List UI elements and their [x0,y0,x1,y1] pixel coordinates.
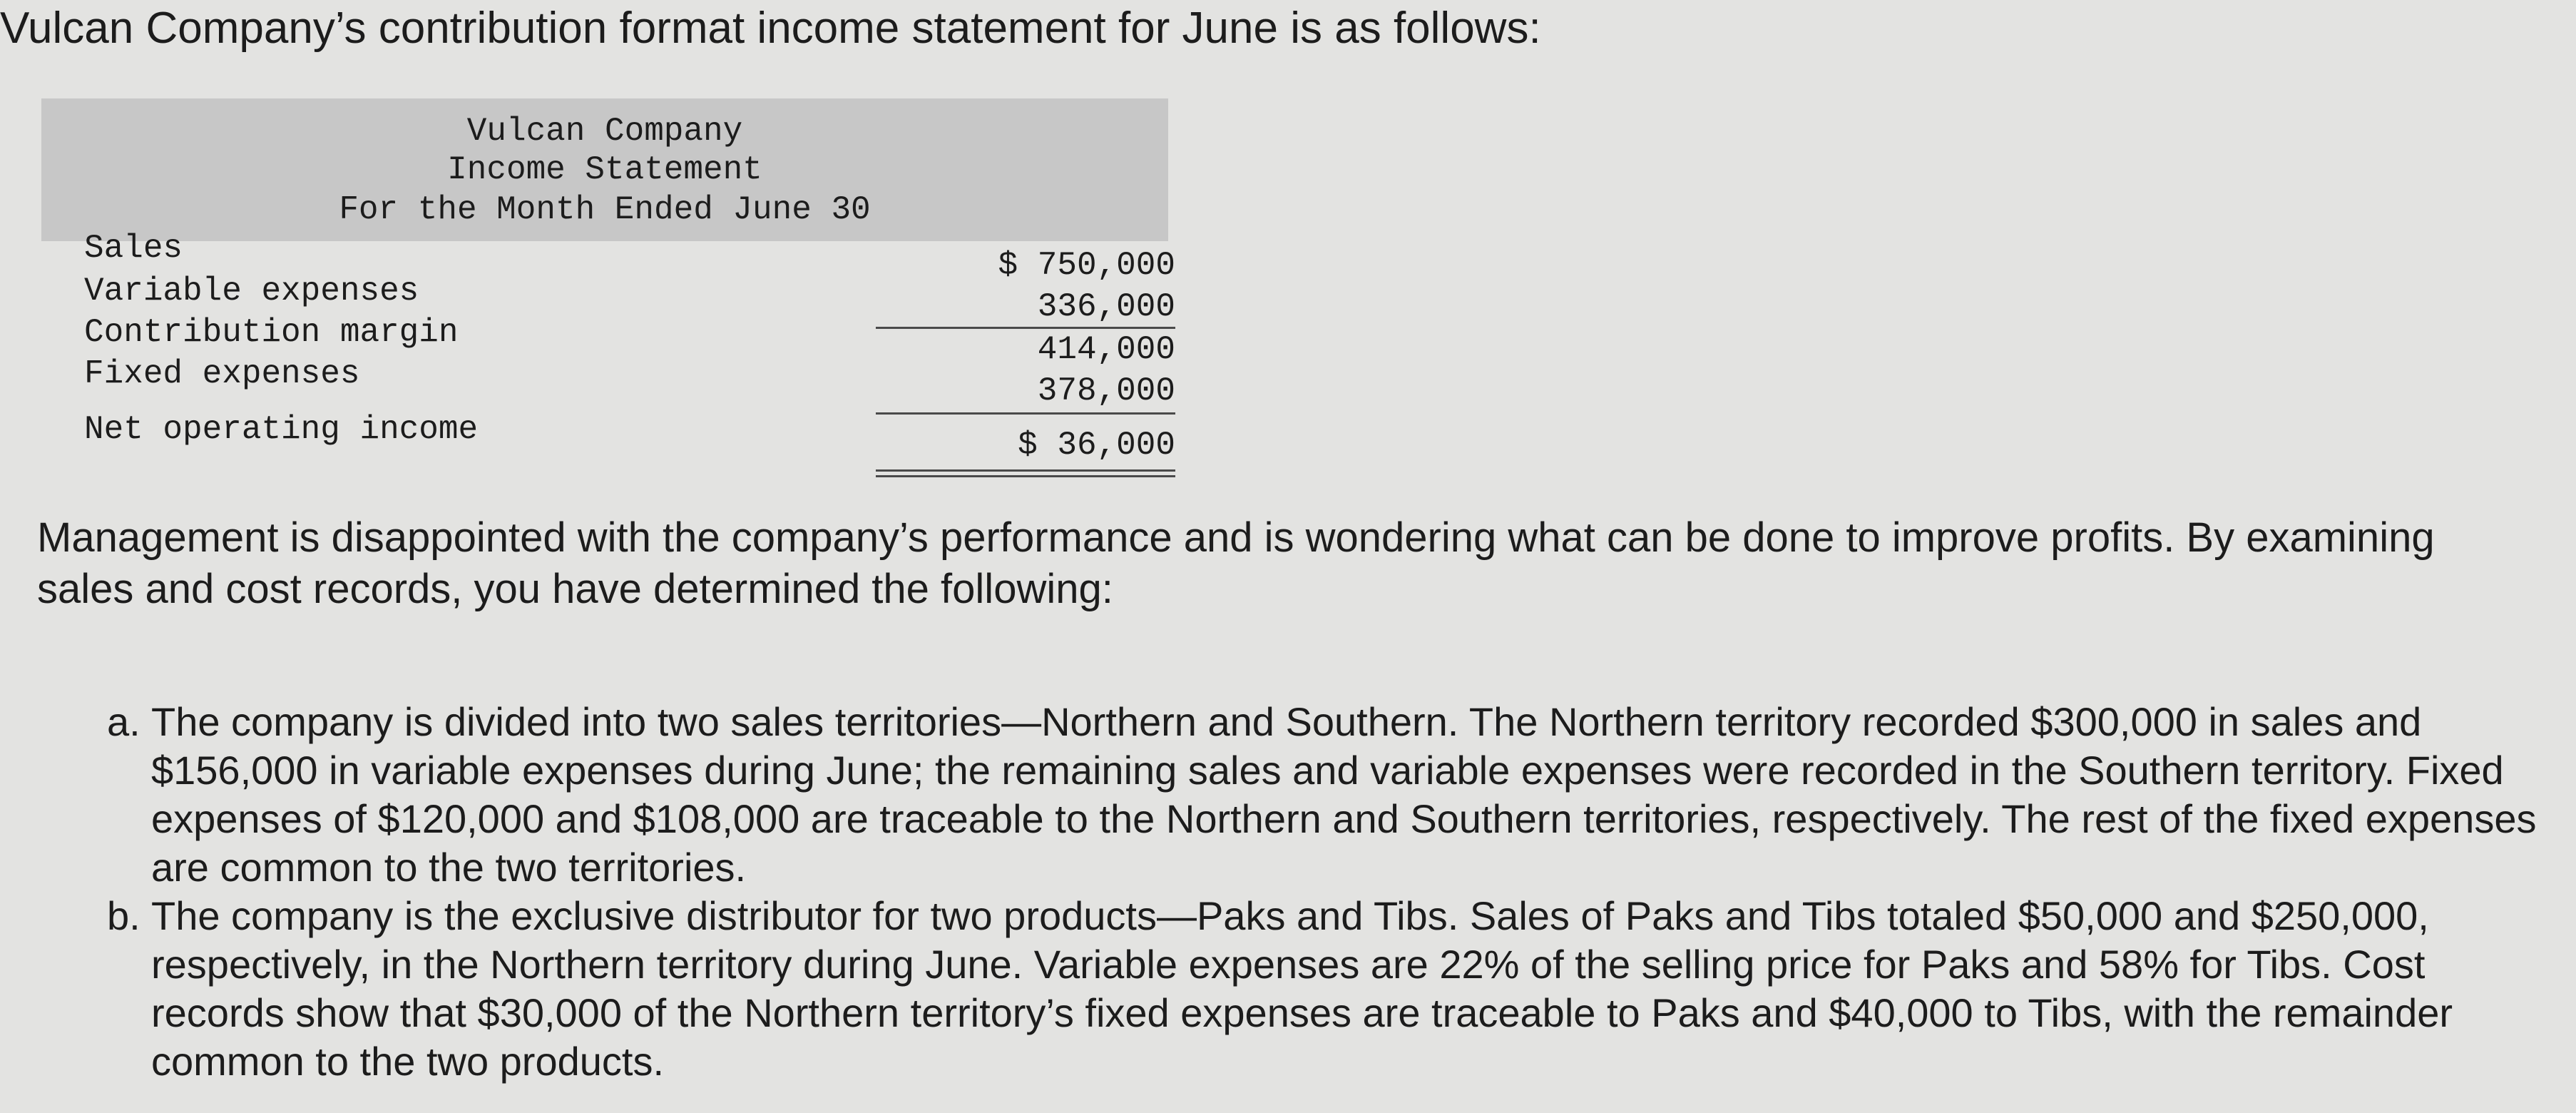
row-value-contribution-margin: 414,000 [1037,331,1175,368]
management-paragraph: Management is disappointed with the company’s performance and is wondering what can be done to improve profits. By examining sales and cost records, you have determined the following: [37,514,2435,612]
statement-title: Income Statement [447,151,762,188]
statement-header [41,98,1168,241]
intro-text: Vulcan Company’s contribution format income statement for June is as follows: [0,4,1541,53]
subtotal-rule [876,327,1175,329]
row-value-fixed-expenses: 378,000 [1037,372,1175,410]
list-marker: a. [107,699,140,744]
list-item [107,698,2560,892]
statement-period: For the Month Ended June 30 [339,191,871,228]
company-name: Vulcan Company [466,113,743,150]
list-item [107,892,2560,1086]
list-item-text: The company is the exclusive distributor for two products—Paks and Tibs. Sales of Paks and Tibs totaled $50,000 and $250,000, respectively, in the Northern territory during June. Variable expenses are 22% of the selling price for Paks and 58% for Tibs. Cost records show that $30,000 of the Northern territory’s fixed expenses are traceable to Paks and $40,000 to Tibs, with the remainder common to the two products. [151,893,2453,1084]
list-item-text: The company is divided into two sales territories—Northern and Southern. The Northern territory recorded $300,000 in sales and $156,000 in variable expenses during June; the remaining sales and variable expenses were recorded in the Southern territory. Fixed expenses of $120,000 and $108,000 are traceable to the Northern and Southern territories, respectively. The rest of the fixed expenses are common to the two territories. [151,699,2537,890]
row-label-contribution-margin: Contribution margin [84,314,459,351]
row-label-net-operating-income: Net operating income [84,411,479,448]
subtotal-rule [876,412,1175,415]
list-marker: b. [107,893,140,938]
row-value-sales: $ 750,000 [998,247,1175,284]
row-label-variable-expenses: Variable expenses [84,273,419,310]
row-value-net-operating-income: $ 36,000 [1018,427,1175,464]
findings-list [107,698,2560,1086]
total-double-rule-bottom [876,475,1175,477]
row-value-variable-expenses: 336,000 [1037,288,1175,325]
row-label-fixed-expenses: Fixed expenses [84,355,360,392]
total-double-rule-top [876,469,1175,472]
income-statement [41,98,1175,484]
row-label-sales: Sales [84,230,183,267]
